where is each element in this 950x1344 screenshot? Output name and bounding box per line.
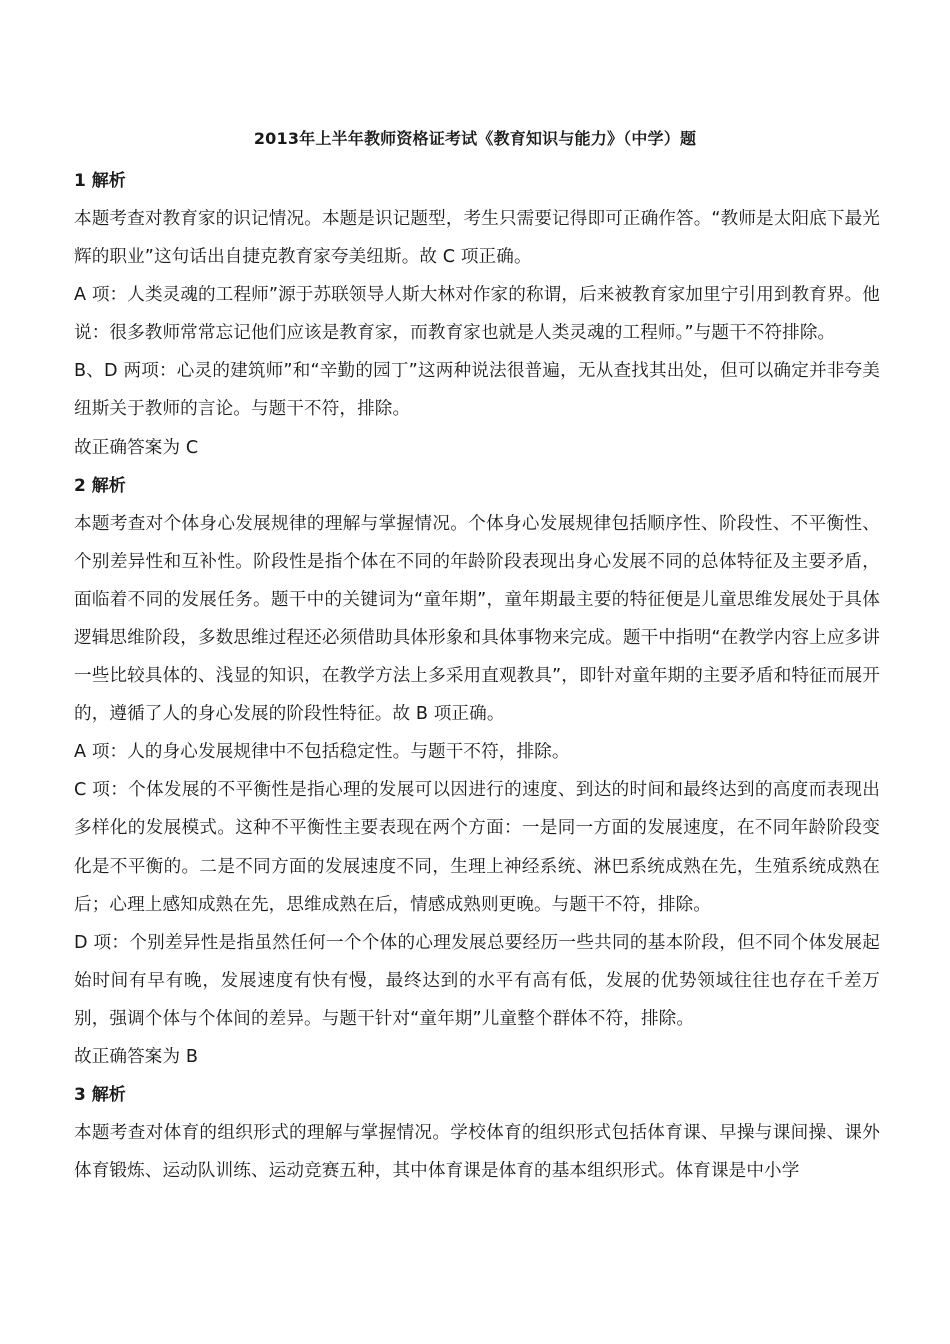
paragraph: 本题考查对个体身心发展规律的理解与掌握情况。个体身心发展规律包括顺序性、阶段性、不平衡性、个别差异性和互补性。阶段性是指个体在不同的年龄阶段表现出身心发展不同的总体特征及主要矛盾，面临着不同的发展任务。题干中的关键词为“童年期”，童年期最主要的特征便是儿童思维发展处于具体逻辑思维阶段，多数思维过程还必须借助具体形象和具体事物来完成。题干中指明“在教学内容上应多讲一些比较具体的、浅显的知识，在教学方法上多采用直观教具”，即针对童年期的主要矛盾和特征而展开的，遵循了人的身心发展的阶段性特征。故 B 项正确。 xyxy=(74,513,880,725)
paragraph: 本题考查对教育家的识记情况。本题是识记题型，考生只需要记得即可正确作答。“教师是太阳底下最光辉的职业”这句话出自捷克教育家夸美纽斯。故 C 项正确。 xyxy=(74,209,880,268)
section-heading: 3 解析 xyxy=(74,1085,126,1106)
answer-section-3 xyxy=(74,1076,880,1190)
paragraph: B、D 两项：心灵的建筑师”和“辛勤的园丁”这两种说法很普遍，无从查找其出处，但可以确定并非夸美纽斯关于教师的言论。与题干不符，排除。 xyxy=(74,361,880,420)
paragraph: A 项：人的身心发展规律中不包括稳定性。与题干不符，排除。 xyxy=(74,742,570,763)
paragraph: D 项：个别差异性是指虽然任何一个个体的心理发展总要经历一些共同的基本阶段，但不同个体发展起始时间有早有晚，发展速度有快有慢，最终达到的水平有高有低，发展的优势领域往往也存在千差万别，强调个体与个体间的差异。与题干针对“童年期”儿童整个群体不符，排除。 xyxy=(74,932,880,1029)
answer-section-1 xyxy=(74,162,880,467)
paragraph: 本题考查对体育的组织形式的理解与掌握情况。学校体育的组织形式包括体育课、早操与课间操、课外体育锻炼、运动队训练、运动竞赛五种，其中体育课是体育的基本组织形式。体育课是中小学 xyxy=(74,1123,880,1182)
answer-section-2 xyxy=(74,467,880,1076)
section-heading: 1 解析 xyxy=(74,171,126,191)
paragraph: C 项：个体发展的不平衡性是指心理的发展可以因进行的速度、到达的时间和最终达到的高度而表现出多样化的发展模式。这种不平衡性主要表现在两个方面：一是同一方面的发展速度，在不同年龄阶段变化是不平衡的。二是不同方面的发展速度不同，生理上神经系统、淋巴系统成熟在先，生殖系统成熟在后；心理上感知成熟在先，思维成熟在后，情感成熟则更晚。与题干不符，排除。 xyxy=(74,780,880,915)
section-heading: 2 解析 xyxy=(74,475,126,496)
document-title: 2013年上半年教师资格证考试《教育知识与能力》（中学）题 xyxy=(253,129,697,148)
answer-line: 故正确答案为 C xyxy=(74,437,199,458)
document-body xyxy=(74,162,880,1190)
answer-line: 故正确答案为 B xyxy=(74,1046,199,1067)
paragraph: A 项：人类灵魂的工程师”源于苏联领导人斯大林对作家的称谓，后来被教育家加里宁引用到教育界。他说：很多教师常常忘记他们应该是教育家，而教育家也就是人类灵魂的工程师。”与题干不符排除。 xyxy=(74,285,880,344)
